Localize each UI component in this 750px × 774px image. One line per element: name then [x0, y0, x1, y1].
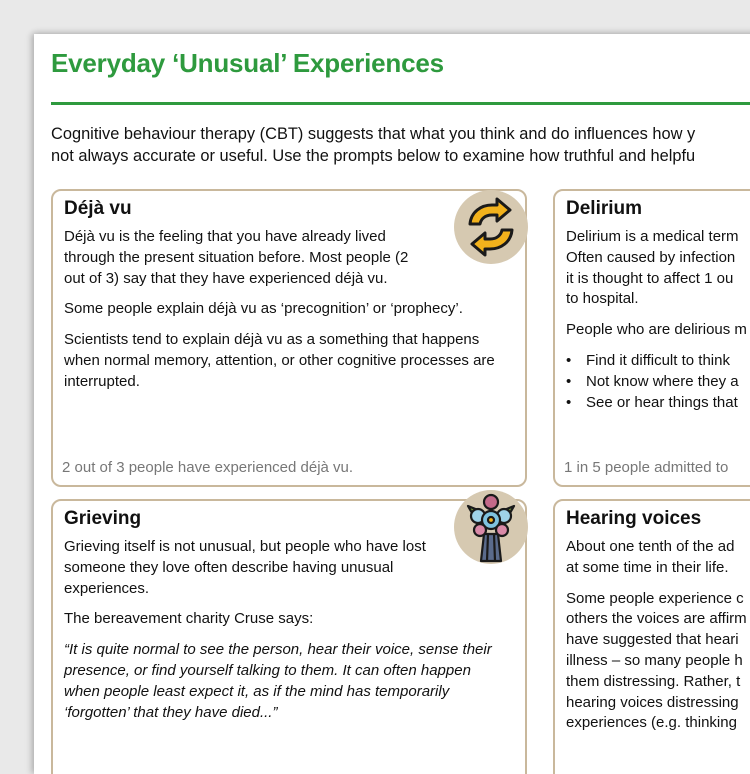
- card-quote: “It is quite normal to see the person, hear their voice, sense their presence, or find yourself talking to them. It can often happen when people least expect it, as if the mind has temporarily ‘forgotten’ that they have died...”: [64, 641, 492, 721]
- card-title: Delirium: [566, 198, 643, 219]
- card-body: [566, 537, 750, 744]
- card-paragraph: Some people explain déjà vu as ‘precognition’ or ‘prophecy’.: [64, 300, 463, 318]
- card-footer: 1 in 5 people admitted to: [564, 459, 729, 476]
- worksheet-page: [34, 34, 750, 774]
- card-title: Hearing voices: [566, 508, 702, 529]
- card-paragraph: Déjà vu is the feeling that you have already lived through the present situation before. Most people (2 out of 3) say that they have experienced déjà vu.: [64, 228, 409, 287]
- card-paragraph: Scientists tend to explain déjà vu as a something that happens when normal memory, attention, or other cognitive processes are interrupted.: [64, 331, 495, 390]
- card-paragraph: People who are delirious m: [566, 321, 747, 339]
- list-item: • Not know where they a: [586, 372, 750, 393]
- intro-line-2: not always accurate or useful. Use the prompts below to examine how truthful and helpfu: [51, 147, 696, 165]
- card-paragraph: The bereavement charity Cruse says:: [64, 610, 314, 628]
- list-item: • See or hear things that: [586, 393, 750, 414]
- card-paragraph: Grieving itself is not unusual, but people who have lost someone they love often describe having unusual experiences.: [64, 538, 426, 597]
- intro-line-1: Cognitive behaviour therapy (CBT) suggests that what you think and do influences how y: [51, 125, 696, 143]
- intro-text: [51, 123, 750, 167]
- card-title: Déjà vu: [64, 198, 132, 219]
- cycle-arrows-icon: [454, 190, 528, 264]
- card-title: Grieving: [64, 508, 142, 529]
- card-paragraph: Delirium is a medical term Often caused by infection it is thought to affect 1 ou to hospital.: [566, 228, 739, 308]
- card-paragraph: About one tenth of the ad at some time in their life.: [566, 538, 735, 576]
- card-body: [566, 227, 750, 413]
- list-item: • Find it difficult to think: [586, 351, 750, 372]
- card-hearing-voices: [553, 499, 750, 774]
- card-delirium: [553, 189, 750, 487]
- bullet-list: [566, 351, 750, 413]
- flower-bouquet-icon: [454, 490, 528, 564]
- card-paragraph: Some people experience c others the voices are affirm have suggested that heari illness – so many people h them distressing. Rather, t hearing voices distressing experiences (e.g. thinking: [566, 589, 747, 732]
- card-body: [64, 227, 519, 403]
- card-body: [64, 537, 504, 733]
- card-footer: 2 out of 3 people have experienced déjà vu.: [62, 459, 354, 476]
- page-title: Everyday ‘Unusual’ Experiences: [51, 48, 444, 78]
- title-divider: [51, 102, 750, 105]
